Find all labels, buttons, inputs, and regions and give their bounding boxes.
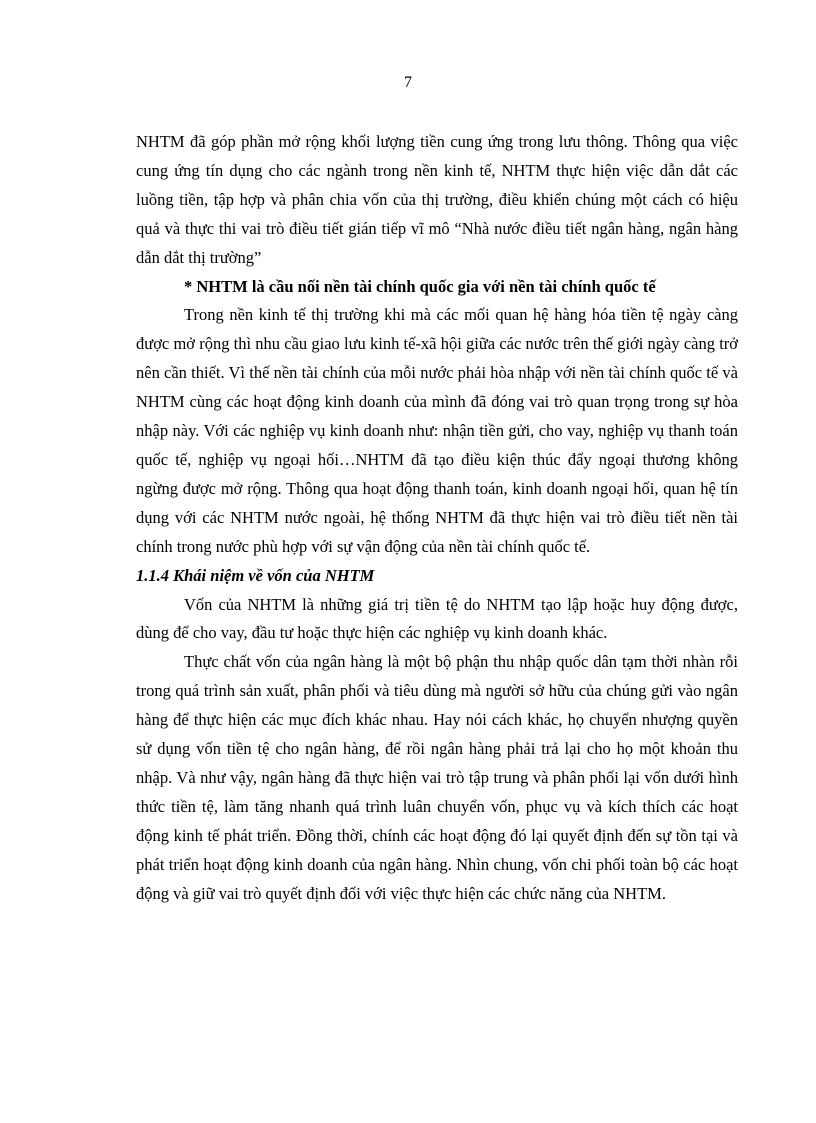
page-number: 7 [404, 74, 412, 91]
document-body [136, 128, 738, 908]
section-heading-capital-concept: 1.1.4 Khái niệm về vốn của NHTM [136, 565, 375, 585]
subheading-bridge-finance: * NHTM là cầu nối nền tài chính quốc gia với nền tài chính quốc tế [184, 276, 656, 296]
paragraph-capital-definition: Vốn của NHTM là những giá trị tiền tệ do NHTM tạo lập hoặc huy động được, dùng để cho vay, đầu tư hoặc thực hiện các nghiệp vụ kinh doanh khác. [136, 594, 738, 643]
paragraph-international-integration: Trong nền kinh tế thị trường khi mà các mối quan hệ hàng hóa tiền tệ ngày càng được mở rộng thì nhu cầu giao lưu kinh tế-xã hội giữa các nước trên thế giới ngày càng trở nên cần thiết. Vì thế nền tài chính của mỗi nước phải hòa nhập với nền tài chính quốc tế và NHTM cùng các hoạt động kinh doanh của mình đã đóng vai trò quan trọng trong sự hòa nhập này. Với các nghiệp vụ kinh doanh như: nhận tiền gửi, cho vay, nghiệp vụ thanh toán quốc tế, nghiệp vụ ngoại hối…NHTM đã tạo điều kiện thúc đẩy ngoại thương không ngừng được mở rộng. Thông qua hoạt động thanh toán, kinh doanh ngoại hối, quan hệ tín dụng với các NHTM nước ngoài, hệ thống NHTM đã thực hiện vai trò điều tiết nền tài chính trong nước phù hợp với sự vận động của nền tài chính quốc tế. [136, 305, 738, 556]
paragraph-capital-nature: Thực chất vốn của ngân hàng là một bộ phận thu nhập quốc dân tạm thời nhàn rỗi trong quá trình sản xuất, phân phối và tiêu dùng mà người sở hữu của chúng gửi vào ngân hàng để thực hiện các mục đích khác nhau. Hay nói cách khác, họ chuyển nhượng quyền sử dụng vốn tiền tệ cho ngân hàng, để rồi ngân hàng phải trả lại cho họ một khoản thu nhập. Và như vậy, ngân hàng đã thực hiện vai trò tập trung và phân phối lại vốn dưới hình thức tiền tệ, làm tăng nhanh quá trình luân chuyển vốn, phục vụ và kích thích các hoạt động kinh tế phát triển. Đồng thời, chính các hoạt động đó lại quyết định đến sự tồn tại và phát triển hoạt động kinh doanh của ngân hàng. Nhìn chung, vốn chi phối toàn bộ các hoạt động và giữ vai trò quyết định đối với việc thực hiện các chức năng của NHTM. [136, 652, 738, 903]
paragraph-money-supply: NHTM đã góp phần mở rộng khối lượng tiền cung ứng trong lưu thông. Thông qua việc cung ứng tín dụng cho các ngành trong nền kinh tế, NHTM thực hiện việc dẫn dắt các luồng tiền, tập hợp và phân chia vốn của thị trường, điều khiển chúng một cách có hiệu quả và thực thi vai trò điều tiết gián tiếp vĩ mô “Nhà nước điều tiết ngân hàng, ngân hàng dẫn dắt thị trường” [136, 132, 738, 267]
